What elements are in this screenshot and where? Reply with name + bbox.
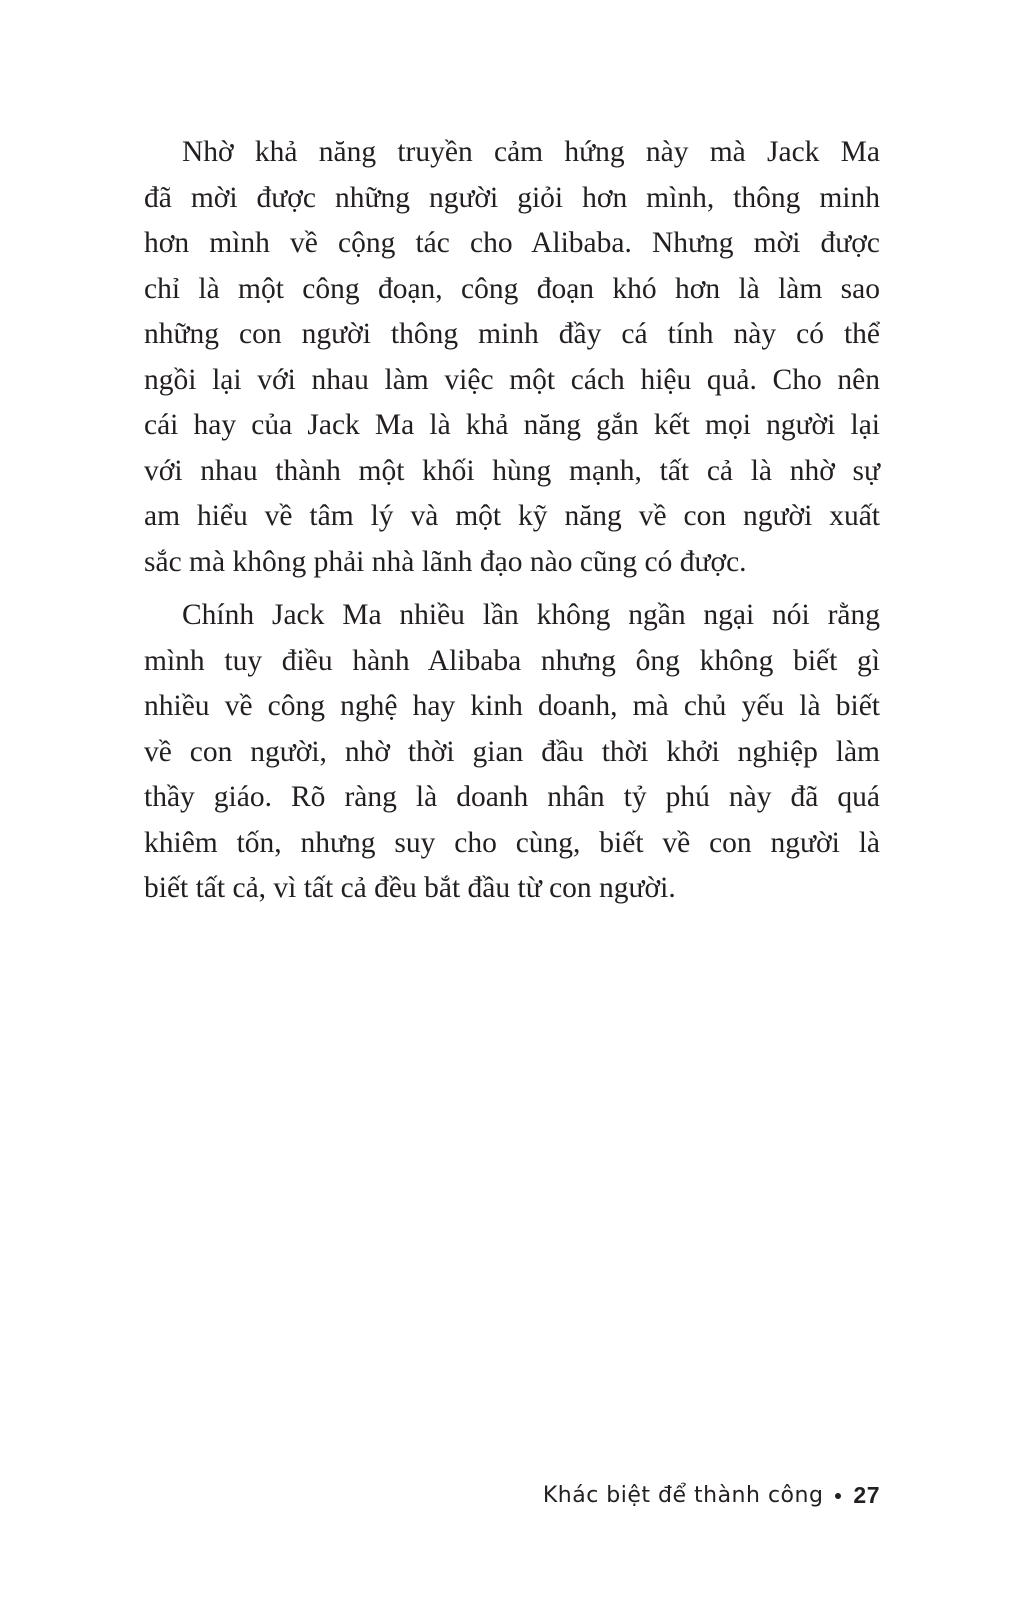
- text-line: Nhờ khả năng truyền cảm hứng này mà Jack Ma: [182, 136, 880, 168]
- text-line: biết tất cả, vì tất cả đều bắt đầu từ con người.: [144, 872, 676, 904]
- bullet-separator-icon: [835, 1493, 841, 1499]
- paragraph: [144, 593, 880, 912]
- body-text: [144, 130, 880, 912]
- text-line: ngồi lại với nhau làm việc một cách hiệu quả. Cho nên: [144, 363, 880, 396]
- page-number: 27: [853, 1482, 880, 1508]
- running-title: Khác biệt để thành công: [542, 1483, 824, 1508]
- text-line: Chính Jack Ma nhiều lần không ngần ngại nói rằng: [182, 599, 880, 631]
- text-line: mình tuy điều hành Alibaba nhưng ông không biết gì: [144, 644, 880, 677]
- text-line: đã mời được những người giỏi hơn mình, thông minh: [144, 181, 880, 214]
- text-line: hơn mình về cộng tác cho Alibaba. Nhưng mời được: [144, 227, 880, 259]
- text-line: cái hay của Jack Ma là khả năng gắn kết mọi người lại: [144, 409, 880, 441]
- text-line: am hiểu về tâm lý và một kỹ năng về con người xuất: [144, 500, 880, 532]
- text-line: những con người thông minh đầy cá tính này có thể: [144, 318, 880, 350]
- text-line: sắc mà không phải nhà lãnh đạo nào cũng có được.: [144, 545, 747, 578]
- text-line: thầy giáo. Rõ ràng là doanh nhân tỷ phú này đã quá: [144, 781, 880, 813]
- paragraph: [144, 130, 880, 585]
- page-footer: [543, 1482, 880, 1509]
- paragraph-gap: [144, 585, 880, 593]
- text-line: với nhau thành một khối hùng mạnh, tất cả là nhờ sự: [144, 454, 880, 487]
- text-line: về con người, nhờ thời gian đầu thời khởi nghiệp làm: [144, 735, 880, 768]
- text-line: chỉ là một công đoạn, công đoạn khó hơn là làm sao: [144, 272, 880, 305]
- text-line: khiêm tốn, nhưng suy cho cùng, biết về con người là: [144, 826, 880, 859]
- text-line: nhiều về công nghệ hay kinh doanh, mà chủ yếu là biết: [144, 690, 880, 722]
